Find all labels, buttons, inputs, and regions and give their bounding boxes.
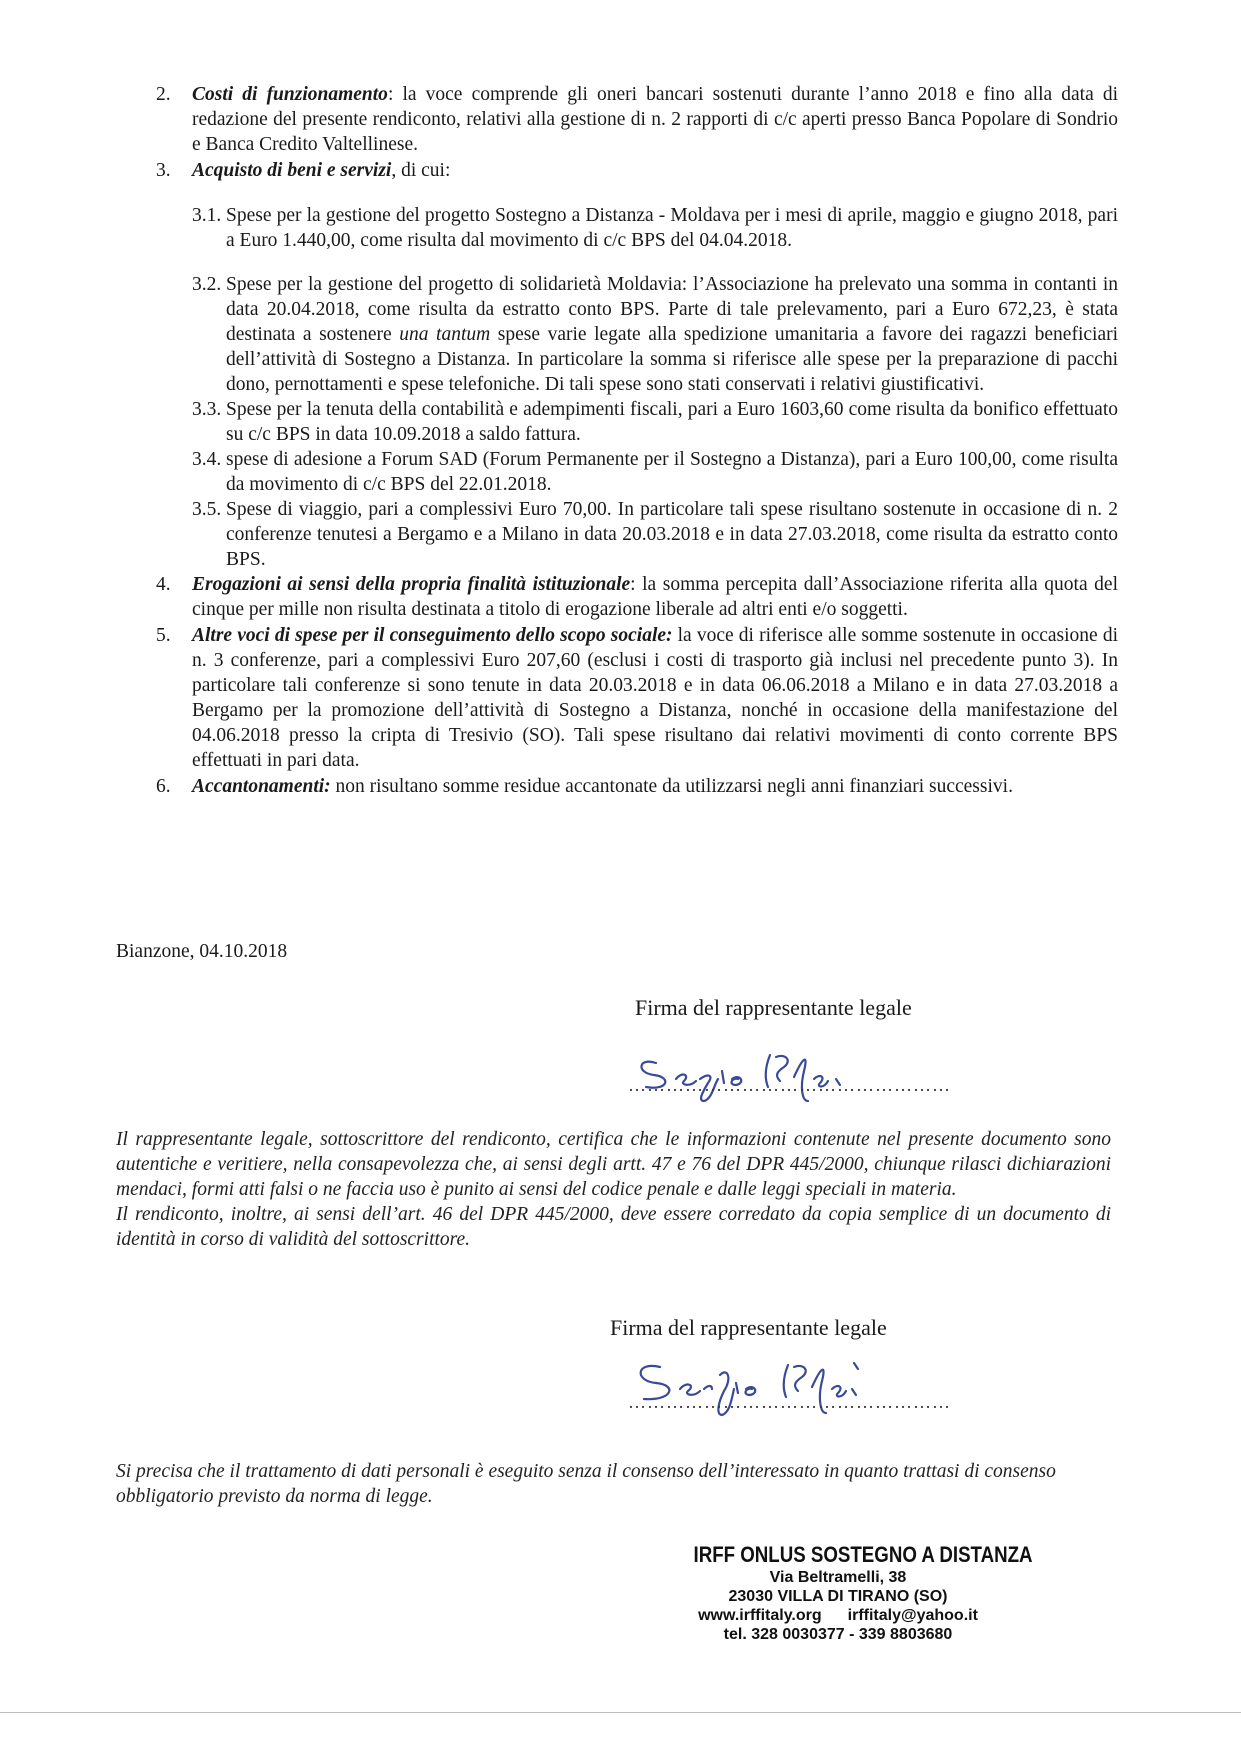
item-heading: Costi di funzionamento [192, 84, 388, 105]
item-heading: Accantonamenti: [192, 776, 331, 797]
item-number: 3. [156, 160, 171, 181]
stamp-phone: tel. 328 0030377 - 339 8803680 [723, 1626, 953, 1643]
item-number: 4. [156, 574, 171, 595]
item-number: 6. [156, 776, 171, 797]
item-number: 2. [156, 84, 171, 105]
stamp-website: www.irffitaly.org [698, 1607, 822, 1624]
sub-item-text-italic: una tantum [399, 324, 491, 345]
sub-item-text: spese di adesione a Forum SAD (Forum Permanente per il Sostegno a Distanza), pari a Euro 100,00, come risulta da movimento di c/c BPS del 22.01.2018. [226, 449, 1118, 495]
privacy-note: Si precisa che il trattamento di dati personali è eseguito senza il consenso dell’interessato in quanto trattasi di consenso obbligatorio previsto da norma di legge. [116, 1461, 1056, 1507]
signature-line: …………………………………………… [628, 1392, 951, 1412]
sub-item-number: 3.1. [192, 204, 222, 226]
sub-item [148, 272, 1118, 397]
sub-item-text: spese varie legate alla spedizione umanitaria a favore dei ragazzi beneficiari dell’attività di Sostegno a Distanza. In particolare la somma si riferisce alle spese per la preparazione di pacchi dono, pernottamenti e spese telefoniche. Di tali spese sono stati conservati i relativi giustificativi. [226, 324, 1119, 395]
list-item [148, 158, 1118, 183]
certification-paragraph: Il rendiconto, inoltre, ai sensi dell’art. 46 del DPR 445/2000, deve essere corredato da copia semplice di un documento di identità in corso di validità del sottoscrittore. [116, 1204, 1111, 1250]
sub-item-number: 3.2. [192, 274, 222, 295]
stamp-city: 23030 VILLA DI TIRANO (SO) [728, 1588, 948, 1605]
sub-item-number: 3.5. [192, 499, 222, 520]
sub-item [148, 397, 1118, 447]
organization-stamp [668, 1542, 1033, 1644]
sub-item [148, 203, 1118, 253]
stamp-org-name: IRFF ONLUS SOSTEGNO A DISTANZA [693, 1542, 1033, 1567]
signature-label: Firma del rappresentante legale [635, 995, 912, 1020]
stamp-contacts [668, 1606, 1008, 1625]
item-text: la voce di riferisce alle somme sostenute in occasione di n. 3 conferenze, pari a complessivi Euro 207,60 (esclusi i costi di trasporto già inclusi nel precedente punto 3). In particolare tali conferenze si sono tenute in data 20.03.2018 e in data 06.06.2018 a Milano e in data 27.03.2018 a Bergamo per la promozione dell’attività di Sostegno a Distanza, nonché in occasione della manifestazione del 04.06.2018 presso la cripta di Tresivio (SO). Tali spese risultano dai relativi movimenti di conto corrente BPS effettuati in pari data. [192, 625, 1118, 771]
list-item [148, 623, 1118, 773]
list-item [148, 82, 1118, 157]
sub-item-text: Spese per la gestione del progetto Sostegno a Distanza - Moldava per i mesi di aprile, maggio e giugno 2018, pari a Euro 1.440,00, come risulta dal movimento di c/c BPS del 04.04.2018. [226, 204, 1118, 251]
sub-item-number: 3.4. [192, 449, 222, 470]
expense-list [148, 82, 1118, 799]
item-text: , di cui: [391, 160, 451, 181]
list-item [148, 572, 1118, 622]
item-number: 5. [156, 625, 171, 646]
certification-paragraph: Il rappresentante legale, sottoscrittore del rendiconto, certifica che le informazioni contenute nel presente documento sono autentiche e veritiere, nella consapevolezza che, ai sensi degli artt. 47 e 76 del DPR 445/2000, chiunque rilasci dichiarazioni mendaci, formi atti falsi o ne faccia uso è punito ai sensi del codice penale e dalle leggi speciali in materia. [116, 1129, 1111, 1200]
stamp-address: Via Beltramelli, 38 [769, 1569, 907, 1586]
signature-label: Firma del rappresentante legale [610, 1315, 887, 1340]
item-heading: Acquisto di beni e servizi [192, 160, 392, 181]
stamp-email: irffitaly@yahoo.it [847, 1607, 978, 1624]
item-text: non risultano somme residue accantonate da utilizzarsi negli anni finanziari successivi. [330, 776, 1013, 797]
item-text: : la somma percepita dall’Associazione riferita alla quota del cinque per mille non risulta destinata a titolo di erogazione liberale ad altri enti e/o soggetti. [192, 574, 1118, 620]
sub-item [148, 497, 1118, 572]
signature-line: …………………………………………… [628, 1075, 951, 1095]
item-heading: Altre voci di spese per il conseguimento dello scopo sociale: [192, 625, 673, 646]
item-heading: Erogazioni ai sensi della propria finalità istituzionale [192, 574, 631, 595]
place-date: Bianzone, 04.10.2018 [116, 941, 288, 962]
list-item [148, 774, 1118, 799]
certification-text [116, 1127, 1111, 1252]
item-text: : la voce comprende gli oneri bancari sostenuti durante l’anno 2018 e fino alla data di redazione del presente rendiconto, relativi alla gestione di n. 2 rapporti di c/c aperti presso Banca Popolare di Sondrio e Banca Credito Valtellinese. [192, 84, 1119, 155]
sub-item-number: 3.3. [192, 399, 222, 420]
sub-item-text: Spese per la tenuta della contabilità e adempimenti fiscali, pari a Euro 1603,60 come risulta da bonifico effettuato su c/c BPS in data 10.09.2018 a saldo fattura. [226, 399, 1118, 445]
page-bottom-rule [0, 1712, 1241, 1713]
sub-item [148, 447, 1118, 497]
sub-item-text: Spese per la gestione del progetto di solidarietà Moldavia: l’Associazione ha prelevato una somma in contanti in data 20.04.2018, come risulta da estratto conto BPS. Parte di tale prelevamento, pari a Euro 672,23, è stata destinata a sostenere [226, 274, 1118, 345]
sub-item-text: Spese di viaggio, pari a complessivi Euro 70,00. In particolare tali spese risultano sostenute in occasione di n. 2 conferenze tenutesi a Bergamo e a Milano in data 20.03.2018 e in data 27.03.2018, come risulta da estratto conto BPS. [226, 499, 1118, 570]
